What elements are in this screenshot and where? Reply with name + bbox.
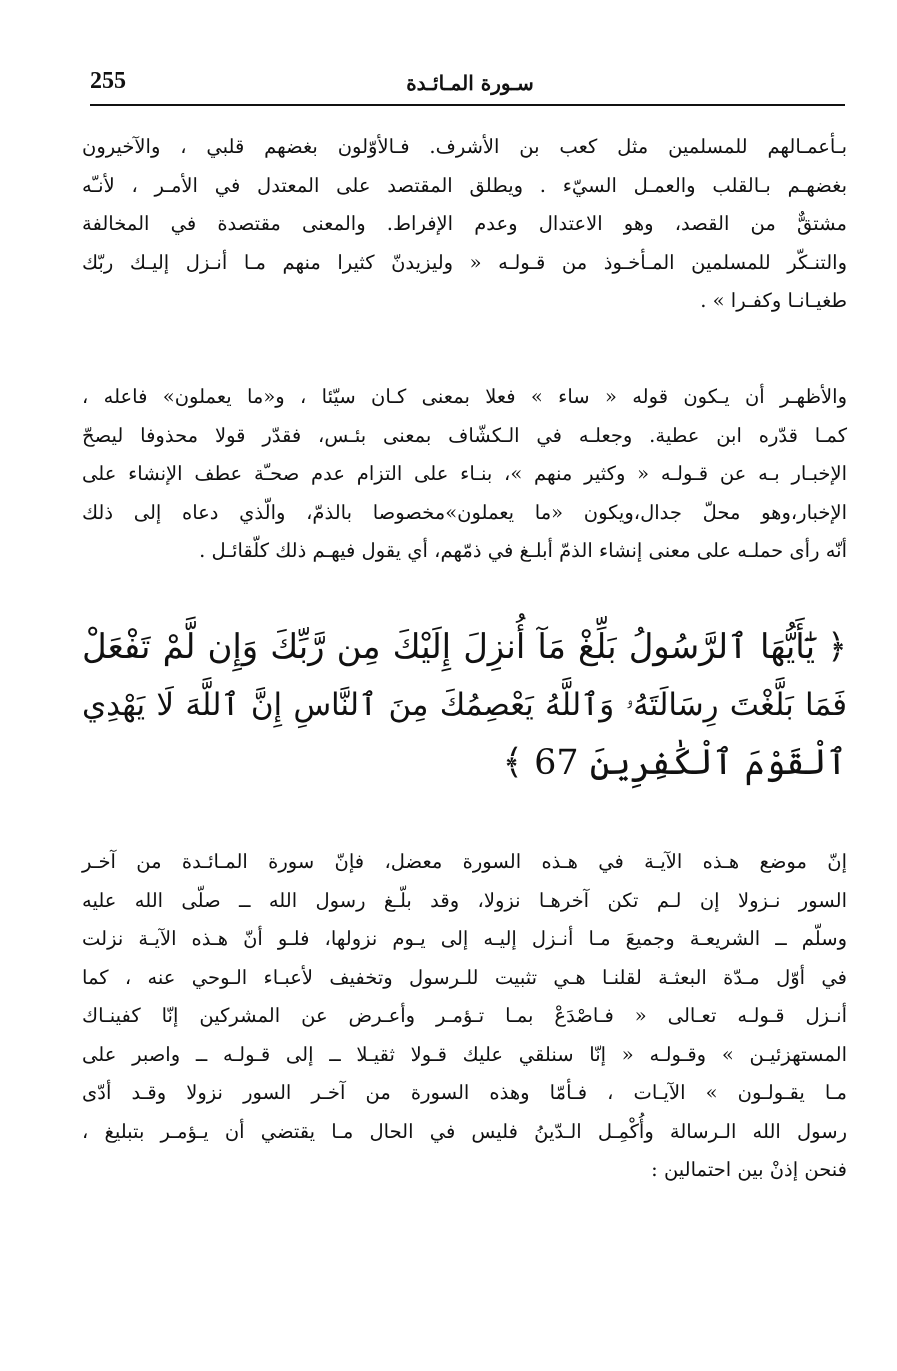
quran-verse xyxy=(82,618,847,792)
header-rule xyxy=(90,104,845,106)
verse-line: فَمَا بَلَّغْتَ رِسَالَتَهُۥ وَٱللَّهُ يَعْصِمُكَ مِنَ ٱلنَّاسِ إِنَّ ٱللَّهَ لَا يَهْدِي xyxy=(82,687,847,723)
paragraph-2 xyxy=(82,378,847,571)
text-line: المستهزئيـن » وقـولـه « إنّا سنلقي عليك قـولا ثقيـلا ــ إلى قـولـه ــ واصبر على xyxy=(82,1042,847,1066)
text-line: أنّه رأى حملـه على معنى إنشاء الذمّ أبلـغ في ذمّهم، أي يقول فيهـم ذلك كلّقائـل . xyxy=(199,539,847,562)
text-line: طغيـانـا وكفـرا » . xyxy=(700,289,847,312)
text-line: بـأعمـالهم للمسلمين مثل كعب بن الأشرف. فـالأوّلون بغضهم قلبي ، والآخيرون xyxy=(82,135,847,158)
text-line: فنحن إذنْ بين احتمالين : xyxy=(651,1158,847,1181)
text-line: وسلّم ــ الشريعـة وجميعَ مـا أنـزل إليـه إلى يـوم نزولها، فلـو أنّ هـذه الآيـة نزلت xyxy=(82,927,847,950)
commentary-paragraph xyxy=(82,843,847,1190)
text-line: والتنـكّر للمسلمين المـأخـوذ من قـولـه « وليزيدنّ كثيرا منهم مـا أنـزل إليـك ربّك xyxy=(82,250,847,274)
page-number: 255 xyxy=(90,68,126,94)
text-line: بغضهـم بـالقلب والعمـل السيّء . ويطلق المقتصد على المعتدل في الأمـر ، لأنـّه xyxy=(82,173,847,197)
verse-line: ﴿ يَٰٓأَيُّهَا ٱلرَّسُولُ بَلِّغْ مَآ أُنزِلَ إِلَيْكَ مِن رَّبِّكَ وَإِن لَّمْ تَفْعَلْ xyxy=(82,627,847,666)
text-line: مشتقٌّ من القصد، وهو الاعتدال وعدم الإفراط. والمعنى مقتصدة في المخالفة xyxy=(82,212,847,235)
running-title: سـورة المـائـدة xyxy=(406,71,534,95)
text-line: أنـزل قـولـه تعـالى « فـاصْدَعْ بمـا تـؤمـر وأعـرض عن المشركين إنّا كفينـاك xyxy=(82,1004,847,1027)
paragraph-1 xyxy=(82,128,847,321)
text-line: رسول الله الـرسالة وأُكْمِـل الـدّينُ فليس في الحال مـا يقتضي أن يـؤمـر بتبليغ ، xyxy=(82,1119,847,1143)
text-line: السور نـزولا إن لـم تكن آخرهـا نزولا، وقد بلّـغ رسول الله ــ صلّى الله عليه xyxy=(82,888,847,912)
verse-line: ٱلْقَوْمَ ٱلْكَٰفِرِينَ 67 ﴾ xyxy=(502,743,847,783)
text-line: مـا يقـولـون » الآيـات ، فـأمّا وهذه السورة من آخـر السور نزولا وقـد أدّى xyxy=(82,1081,847,1104)
text-line: الإخبـار بـه عن قـولـه « وكثير منهم »، بنـاء على التزام عدم صحـّة عطف الإنشاء على xyxy=(82,462,847,485)
text-line: في أوّل مـدّة البعثـة لقلنـا هـي تثبيت للـرسول وتخفيف لأعبـاء الـوحي عنه ، كما xyxy=(82,965,847,989)
text-line: والأظهـر أن يـكون قوله « ساء » فعلا بمعنى كـان سيّئا ، و«ما يعملون» فاعله ، xyxy=(82,385,847,408)
text-line: كمـا قدّره ابن عطية. وجعلـه في الـكشّاف بمعنى بئـس، فقدّر قولا محذوفا ليصحّ xyxy=(82,423,847,447)
text-line: الإخبار،وهو محلّ جدال،ويكون «ما يعملون»مخصوصا بالذمّ، والّذي دعاه إلى ذلك xyxy=(82,500,847,524)
text-line: إنّ موضع هـذه الآيـة في هـذه السورة معضل، فإنّ سورة المـائـدة من آخـر xyxy=(82,850,847,873)
